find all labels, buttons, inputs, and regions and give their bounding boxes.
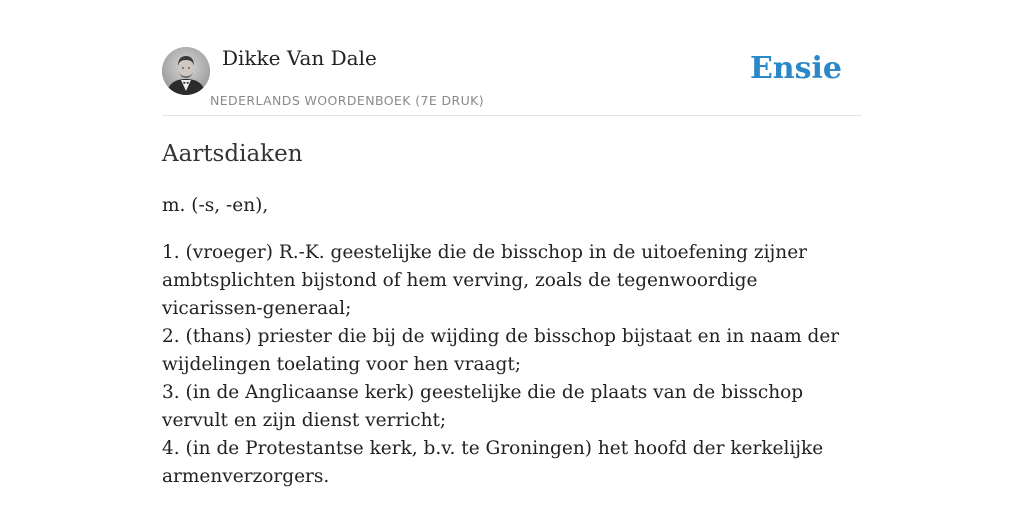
- definition-item: 4. (in de Protestantse kerk, b.v. te Groningen) het hoofd der kerkelijke armenverzorgers.: [162, 438, 824, 487]
- author-name[interactable]: Dikke Van Dale: [222, 46, 377, 70]
- avatar[interactable]: [162, 47, 210, 95]
- definition-item: 3. (in de Anglicaanse kerk) geestelijke die de plaats van de bisschop vervult en zijn dienst verricht;: [162, 382, 804, 431]
- definition-list: [162, 239, 862, 491]
- source-title[interactable]: NEDERLANDS WOORDENBOEK (7E DRUK): [210, 93, 485, 108]
- grammar-info: m. (-s, -en),: [162, 195, 269, 216]
- author-portrait-icon: [162, 47, 210, 95]
- definition-item: 1. (vroeger) R.-K. geestelijke die de bisschop in de uitoefening zijner ambtsplichten bijstond of hem verving, zoals de tegenwoordige vicarissen-generaal;: [162, 242, 807, 319]
- ensie-logo[interactable]: Ensie: [749, 51, 842, 86]
- page: [162, 0, 862, 512]
- entry-title: Aartsdiaken: [162, 141, 303, 167]
- header: [162, 0, 862, 116]
- definition-item: 2. (thans) priester die bij de wijding de bisschop bijstaat en in naam der wijdelingen toelating voor hen vraagt;: [162, 326, 840, 375]
